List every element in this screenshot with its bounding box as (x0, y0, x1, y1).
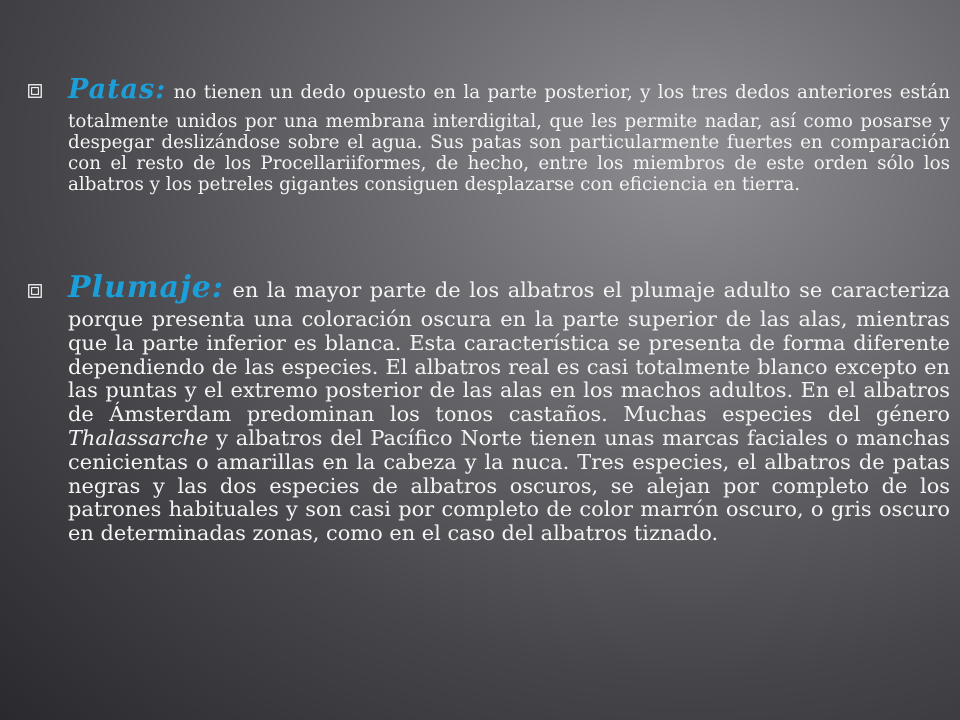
square-bullet-icon (28, 84, 42, 98)
heading-patas: Patas: (68, 74, 167, 105)
heading-plumaje: Plumaje: (68, 270, 224, 305)
text-plumaje-before: en la mayor parte de los albatros el plumaje adulto se caracteriza porque presenta una coloración oscura en la parte superior de las alas, mientras que la parte inferior es blanca. Esta característica se presenta de forma diferente dependiendo de las especies. El albatros real es casi totalmente blanco excepto en las puntas y el extremo posterior de las alas en los machos adultos. En el albatros de Ámsterdam predominan los tonos castaños. Muchas especies del género (68, 278, 950, 427)
text-patas: no tienen un dedo opuesto en la parte posterior, y los tres dedos anteriores están totalmente unidos por una membrana interdigital, que les permite nadar, así como posarse y despegar deslizándose sobre el agua. Sus patas son particularmente fuertes en comparación con el resto de los Procellariiformes, de hecho, entre los miembros de este orden sólo los albatros y los petreles gigantes consiguen desplazarse con eficiencia en tierra. (68, 82, 950, 195)
text-plumaje-after: y albatros del Pacífico Norte tienen unas marcas faciales o manchas cenicientas o amarillas en la cabeza y la nuca. Tres especies, el albatros de patas negras y las dos especies de albatros oscuros, se alejan por completo de los patrones habituales y son casi por completo de color marrón oscuro, o gris oscuro en determinadas zonas, como en el caso del albatros tiznado. (68, 425, 950, 546)
square-bullet-icon (28, 284, 42, 298)
genus-name: Thalassarche (68, 425, 209, 450)
bullet-item-patas (68, 72, 950, 195)
bullet-item-plumaje (68, 270, 950, 546)
